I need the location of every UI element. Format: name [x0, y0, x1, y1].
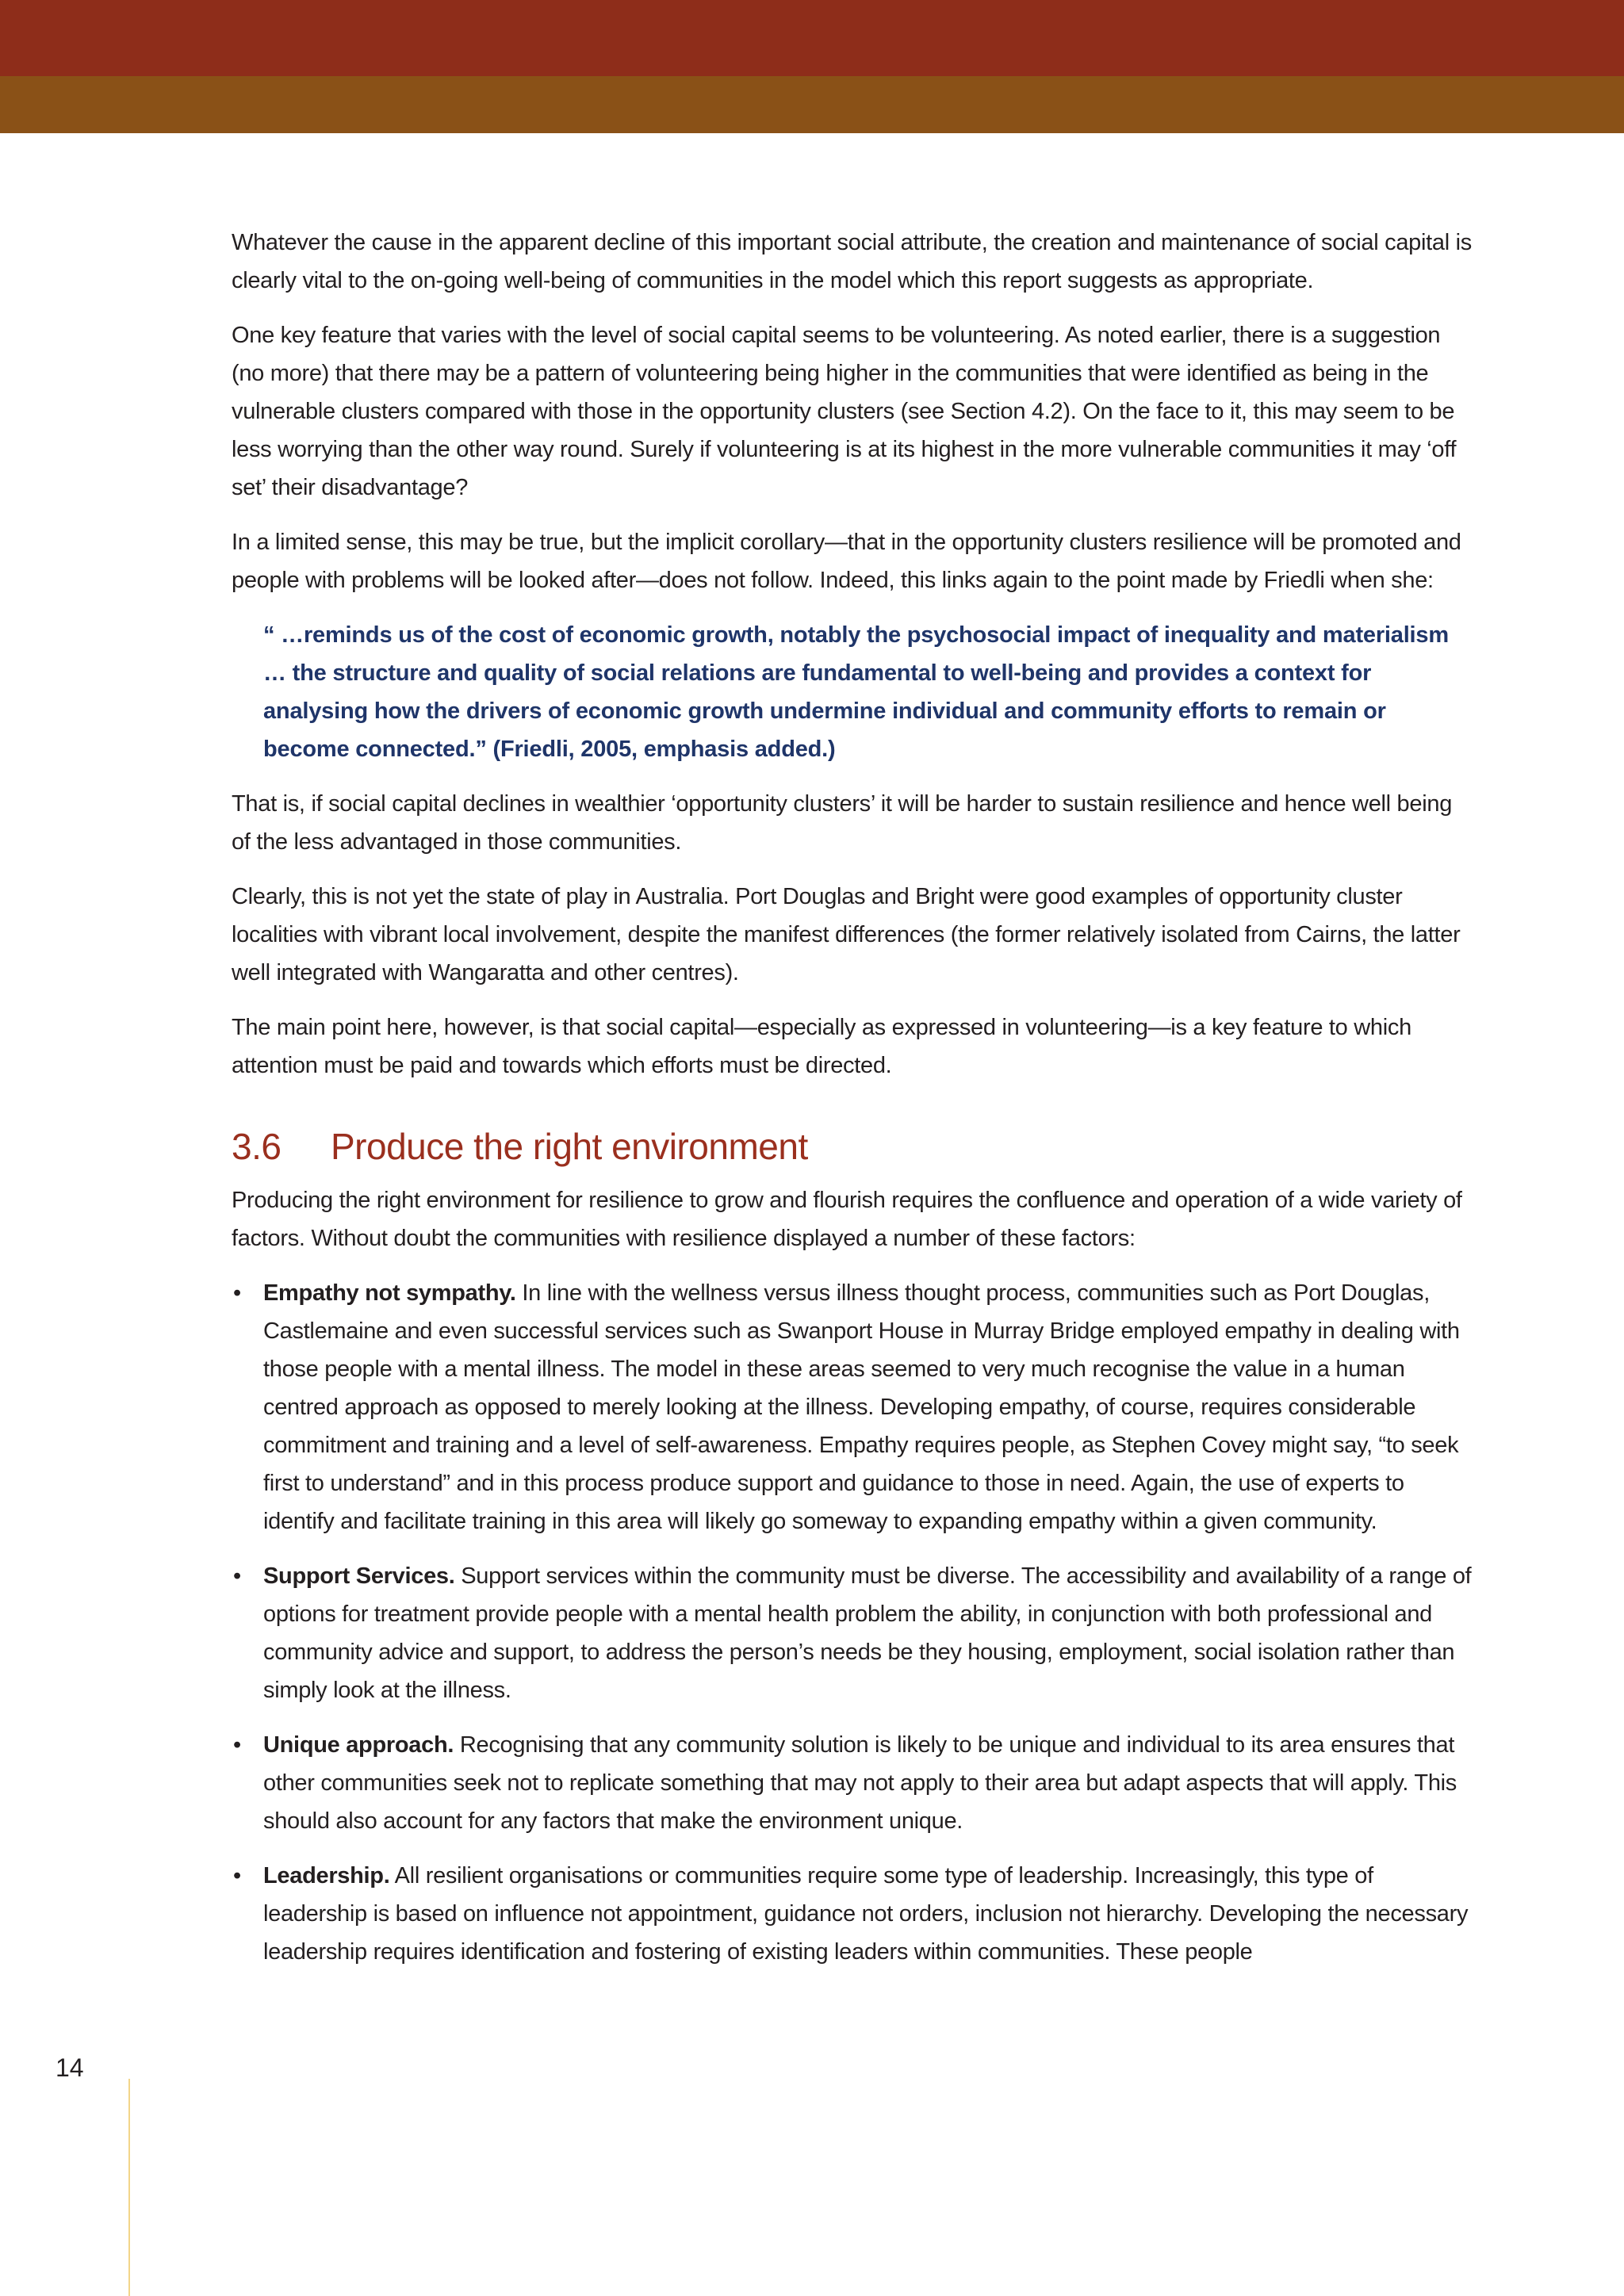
- bullet-icon: •: [233, 1280, 241, 1306]
- list-item: [232, 1726, 1475, 1840]
- header-band-top: [0, 0, 1624, 76]
- bullet-icon: •: [233, 1863, 241, 1888]
- section-title: Produce the right environment: [331, 1126, 808, 1167]
- list-item-text: All resilient organisations or communities require some type of leadership. Increasingly, this type of leadership is based on influence not appointment, guidance not orders, inclusion not hierarchy. Developing the necessary leadership requires identification and fostering of existing leaders within communities. These people: [263, 1863, 1469, 1965]
- bullet-icon: •: [233, 1732, 241, 1758]
- body-paragraph: Whatever the cause in the apparent decline of this important social attribute, the creation and maintenance of social capital is clearly vital to the on-going well-being of communities in the model which this report suggests as appropriate.: [232, 230, 1472, 293]
- margin-rule: [128, 2079, 130, 2296]
- factor-list: [232, 1274, 1475, 1971]
- section-heading: [232, 1123, 1475, 1170]
- page-content: [232, 224, 1475, 1988]
- list-item-text: Recognising that any community solution is likely to be unique and individual to its area ensures that other communities seek not to replicate something that may not apply to their area but adapt aspects that will apply. This should also account for any factors that make the environment unique.: [263, 1732, 1457, 1834]
- list-item-text: Support services within the community must be diverse. The accessibility and availability of a range of options for treatment provide people with a mental health problem the ability, in conjunction with both professional and community advice and support, to address the person’s needs be they housing, employment, social isolation rather than simply look at the illness.: [263, 1563, 1472, 1703]
- section-intro: Producing the right environment for resilience to grow and flourish requires the confluence and operation of a wide variety of factors. Without doubt the communities with resilience displayed a number of these factors:: [232, 1188, 1462, 1251]
- body-paragraph: That is, if social capital declines in wealthier ‘opportunity clusters’ it will be harder to sustain resilience and hence well being of the less advantaged in those communities.: [232, 791, 1453, 855]
- list-item-lead: Leadership.: [263, 1863, 390, 1888]
- header-band-bottom: [0, 76, 1624, 133]
- body-paragraph: One key feature that varies with the level of social capital seems to be volunteering. As noted earlier, there is a suggestion (no more) that there may be a pattern of volunteering being higher in the communities that were identified as being in the vulnerable clusters compared with those in the opportunity clusters (see Section 4.2). On the face to it, this may seem to be less worrying than the other way round. Surely if volunteering is at its highest in the more vulnerable communities it may ‘off set’ their disadvantage?: [232, 323, 1457, 500]
- list-item: [232, 1557, 1475, 1709]
- body-paragraph: The main point here, however, is that social capital—especially as expressed in volunteering—is a key feature to which attention must be paid and towards which efforts must be directed.: [232, 1015, 1411, 1078]
- list-item: [232, 1857, 1475, 1971]
- page-number: 14: [56, 2053, 84, 2082]
- section-number: 3.6: [232, 1126, 282, 1167]
- list-item-lead: Empathy not sympathy.: [263, 1280, 516, 1306]
- bullet-icon: •: [233, 1563, 241, 1589]
- body-paragraph: In a limited sense, this may be true, but the implicit corollary—that in the opportunity clusters resilience will be promoted and people with problems will be looked after—does not follow. Indeed, this links again to the point made by Friedli when she:: [232, 530, 1461, 593]
- list-item-lead: Unique approach.: [263, 1732, 454, 1758]
- body-paragraph: Clearly, this is not yet the state of play in Australia. Port Douglas and Bright were good examples of opportunity cluster localities with vibrant local involvement, despite the manifest differences (the former relatively isolated from Cairns, the latter well integrated with Wangaratta and other centres).: [232, 884, 1461, 985]
- block-quote: “ …reminds us of the cost of economic growth, notably the psychosocial impact of inequality and materialism … the structure and quality of social relations are fundamental to well-being and provides a context for analysing how the drivers of economic growth undermine individual and community efforts to remain or become connected.” (Friedli, 2005, emphasis added.): [263, 622, 1449, 762]
- list-item-lead: Support Services.: [263, 1563, 455, 1589]
- list-item: [232, 1274, 1475, 1540]
- list-item-text: In line with the wellness versus illness thought process, communities such as Port Douglas, Castlemaine and even successful services such as Swanport House in Murray Bridge employed empathy in dealing with those people with a mental illness. The model in these areas seemed to very much recognise the value in a human centred approach as opposed to merely looking at the illness. Developing empathy, of course, requires considerable commitment and training and a level of self-awareness. Empathy requires people, as Stephen Covey might say, “to seek first to understand” and in this process produce support and guidance to those in need. Again, the use of experts to identify and facilitate training in this area will likely go someway to expanding empathy within a given community.: [263, 1280, 1460, 1534]
